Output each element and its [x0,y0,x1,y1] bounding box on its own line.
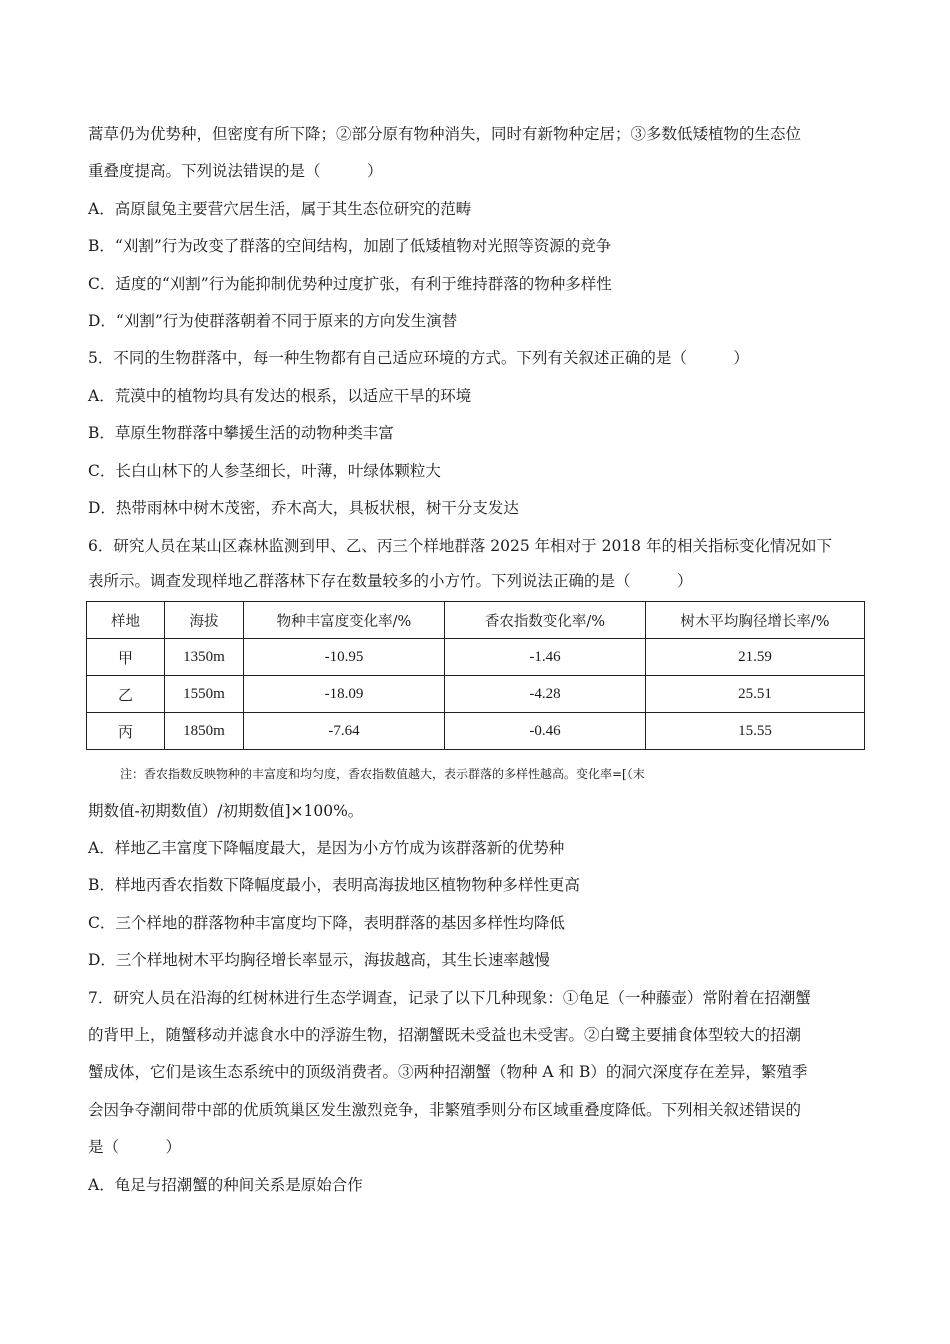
option-c: C．长白山林下的人参茎细长，叶薄，叶绿体颗粒大 [88,462,441,480]
table-note: 注：香农指数反映物种的丰富度和均匀度，香农指数值越大，表示群落的多样性越高。变化率=[（末 [120,767,645,781]
table-cell: 乙 [87,676,165,713]
text-line: 是（ ） [88,1138,182,1156]
text-line: 表所示。调查发现样地乙群落林下存在数量较多的小方竹。下列说法正确的是（ ） [88,572,693,590]
option-d: D．三个样地树木平均胸径增长率显示，海拔越高，其生长速率越慢 [88,951,550,969]
text-line: 蒿草仍为优势种，但密度有所下降；②部分原有物种消失，同时有新物种定居；③多数低矮植物的生态位 [88,125,802,143]
option-a: A．龟足与招潮蟹的种间关系是原始合作 [88,1176,363,1194]
option-b: B．样地丙香农指数下降幅度最小，表明高海拔地区植物物种多样性更高 [88,876,580,894]
table-note: 期数值-初期数值）/初期数值]×100%。 [88,802,364,820]
table-header-cell: 海拔 [165,602,244,639]
text-line: 重叠度提高。下列说法错误的是（ ） [88,162,383,180]
table-cell: -10.95 [244,639,445,676]
table-cell: 1350m [165,639,244,676]
table-header-cell: 香农指数变化率/% [445,602,646,639]
table-cell: -1.46 [445,639,646,676]
table-cell: -18.09 [244,676,445,713]
option-b: B．草原生物群落中攀援生活的动物种类丰富 [88,424,394,442]
table-row [87,713,865,750]
text-line: 蟹成体，它们是该生态系统中的顶级消费者。③两种招潮蟹（物种 A 和 B）的洞穴深度存在差异，繁殖季 [88,1063,808,1081]
option-a: A．样地乙丰富度下降幅度最大，是因为小方竹成为该群落新的优势种 [88,839,565,857]
table-cell: 1850m [165,713,244,750]
table-header-cell: 树木平均胸径增长率/% [646,602,865,639]
question-6: 6．研究人员在某山区森林监测到甲、乙、丙三个样地群落 2025 年相对于 2018 年的相关指标变化情况如下 [88,537,832,555]
table-cell: 甲 [87,639,165,676]
table-cell: 丙 [87,713,165,750]
text-line: 的背甲上，随蟹移动并滤食水中的浮游生物，招潮蟹既未受益也未受害。②白鹭主要捕食体型较大的招潮 [88,1026,802,1044]
table-cell: 1550m [165,676,244,713]
table-cell: 21.59 [646,639,865,676]
option-d: D．“刈割”行为使群落朝着不同于原来的方向发生演替 [88,312,458,330]
table-row [87,639,865,676]
data-table [86,601,865,750]
option-c: C．三个样地的群落物种丰富度均下降，表明群落的基因多样性均降低 [88,914,565,932]
table-cell: 25.51 [646,676,865,713]
table-cell: -0.46 [445,713,646,750]
option-d: D．热带雨林中树木茂密，乔木高大，具板状根，树干分支发达 [88,499,519,517]
option-b: B．“刈割”行为改变了群落的空间结构，加剧了低矮植物对光照等资源的竞争 [88,237,612,255]
option-a: A．高原鼠兔主要营穴居生活，属于其生态位研究的范畴 [88,200,472,218]
question-7: 7．研究人员在沿海的红树林进行生态学调查，记录了以下几种现象：①龟足（一种藤壶）常附着在招潮蟹 [88,989,811,1007]
table-cell: 15.55 [646,713,865,750]
table-cell: -7.64 [244,713,445,750]
question-5: 5．不同的生物群落中，每一种生物都有自己适应环境的方式。下列有关叙述正确的是（ ） [88,349,749,367]
table-header-row [87,602,865,639]
text-line: 会因争夺潮间带中部的优质筑巢区发生激烈竞争，非繁殖季则分布区域重叠度降低。下列相关叙述错误的 [88,1101,802,1119]
table-header-cell: 样地 [87,602,165,639]
option-c: C．适度的“刈割”行为能抑制优势种过度扩张，有利于维持群落的物种多样性 [88,275,612,293]
table-header-cell: 物种丰富度变化率/% [244,602,445,639]
table-cell: -4.28 [445,676,646,713]
table-row [87,676,865,713]
option-a: A．荒漠中的植物均具有发达的根系，以适应干旱的环境 [88,387,472,405]
